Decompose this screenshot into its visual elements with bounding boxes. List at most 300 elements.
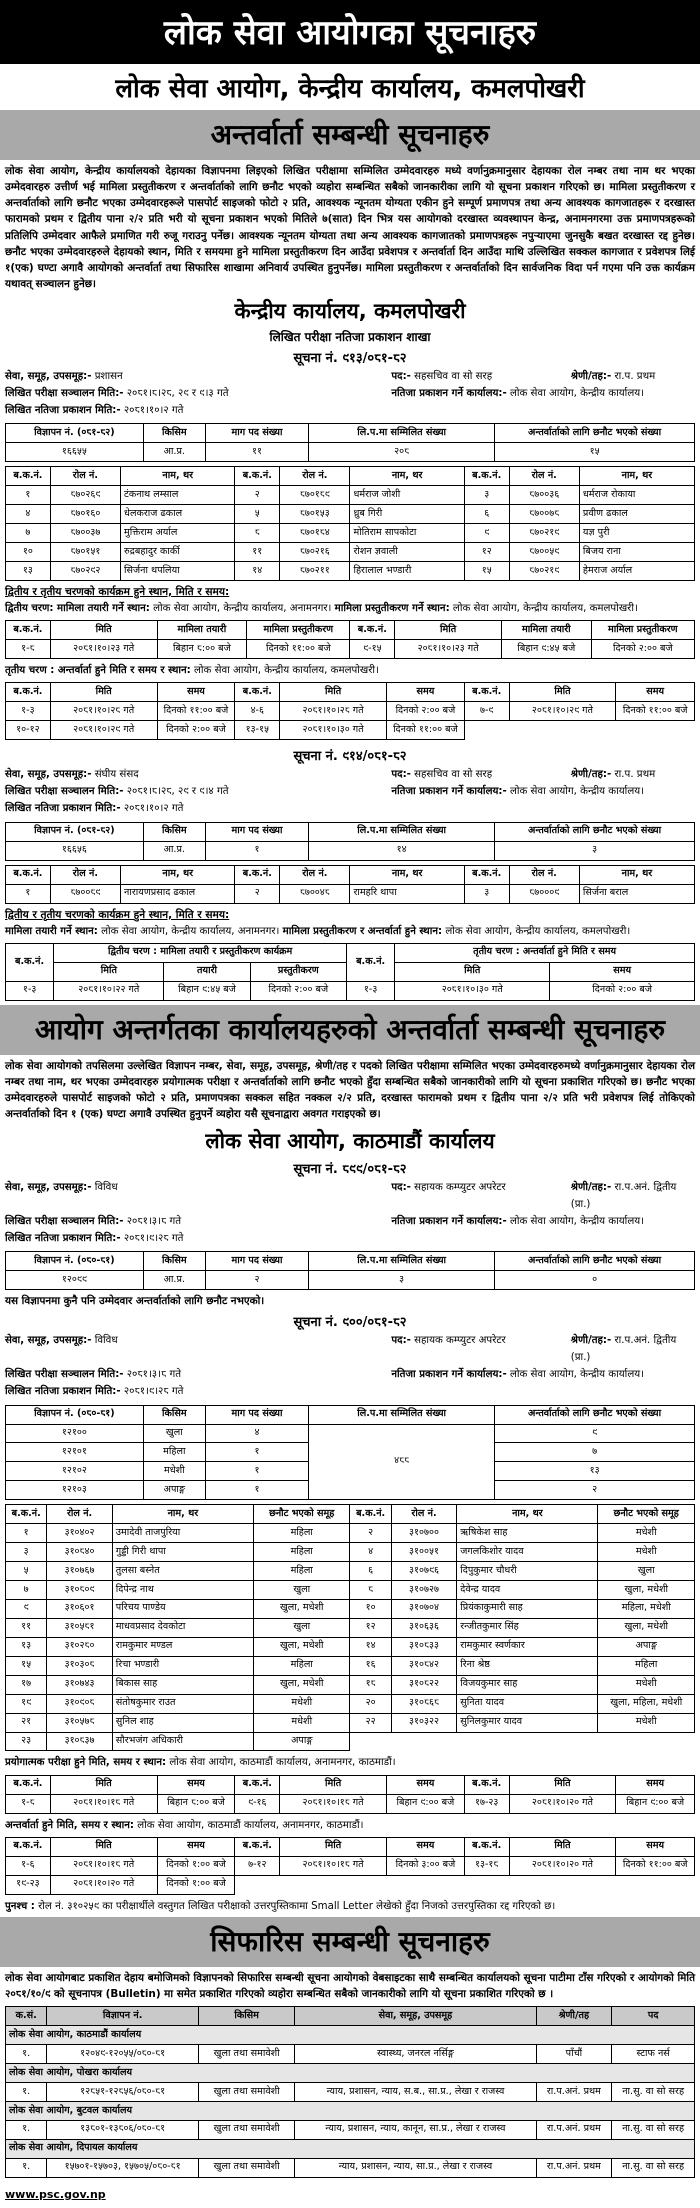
table-cell: मधेशी [143, 1462, 205, 1481]
table-cell: १६ [350, 1656, 391, 1675]
table-header-cell: विज्ञापन नं. (०८१-८२) [6, 424, 144, 443]
table-header-cell: मिति [50, 683, 157, 702]
post-label: पद:- [391, 769, 411, 781]
table-cell: १२०४९-१२०५५/०८०-८१ [47, 2045, 199, 2064]
table-cell: पाँचौं [536, 2045, 612, 2064]
post-value: सहसचिव वा सो सरह [414, 769, 493, 781]
table-cell: ३१००५१ [391, 1543, 456, 1562]
table-cell: ८७०१५१ [50, 543, 120, 562]
table-header-cell: माग पद संख्या [205, 424, 308, 443]
table-cell: १. [6, 2045, 47, 2064]
table-cell: सुनिलकुमार यादव [457, 1713, 598, 1732]
table-cell: ८७०२११ [280, 562, 350, 581]
table-row [6, 702, 695, 721]
table-cell: २०८१।१०।२९ गते [50, 721, 157, 740]
table-cell: ९-१५ [350, 640, 395, 659]
table-cell: रिना श्रेष्ठ [457, 1656, 598, 1675]
section-banner-recommendation: सिफारिस सम्बन्धी सूचनाहरु [0, 1917, 700, 1967]
table-cell: खुला, महिला, मधेशी [598, 1694, 695, 1713]
table-cell: १-८ [6, 640, 51, 659]
interview-location: लोक सेवा आयोग, केन्द्रीय कार्यालय, कमलपोखरी। [445, 925, 631, 937]
phase3-location: लोक सेवा आयोग, केन्द्रीय कार्यालय, कमलपोखरी। [193, 665, 379, 677]
level-value: रा.प.अनं. द्वितीय (प्रा.) [570, 1182, 677, 1210]
result-office-value: लोक सेवा आयोग, केन्द्रीय कार्यालय। [509, 786, 644, 798]
table-cell: दिनको १:०० बजे [157, 1856, 235, 1875]
interview-schedule-table-900 [5, 1837, 695, 1895]
table-cell: मोतिराम सापकोटा [350, 524, 464, 543]
service-value: विविध [94, 1182, 118, 1194]
table-cell: न्याय, प्रशासन, न्याय, स.ब., सा.प्र., लेखा र राजस्व [295, 2083, 536, 2102]
table-header-cell: लि.प.मा सम्मिलित संख्या [309, 1405, 495, 1424]
table-cell: १२१०२ [6, 1462, 144, 1481]
table-cell: बिहान ९:४५ बजे [502, 640, 592, 659]
table-cell: रा.प.अनं. प्रथम [536, 2083, 612, 2102]
table-cell: आ.प्र. [143, 841, 205, 860]
table-cell: आ.प्र. [143, 443, 205, 462]
meta-row [5, 403, 695, 420]
table-cell: २०८१।१०।१८ गते [50, 1856, 157, 1875]
table-header-cell: ब.क.नं. [235, 467, 280, 486]
table-cell: संतोषकुमार राउत [112, 1694, 253, 1713]
table-cell: १६६५५ [6, 443, 144, 462]
post-label: पद:- [391, 371, 411, 382]
table-cell: १६६५६ [6, 841, 144, 860]
table-header-cell: मिति [280, 683, 387, 702]
post-value: सहसचिव वा सो सरह [414, 371, 493, 382]
phase-heading-914: द्वितीय र तृतीय चरणको कार्यक्रम हुने स्थान, मिति र समय: [5, 908, 230, 921]
table-row [6, 1524, 695, 1543]
postscript-label: पुनश्च : [5, 1900, 35, 1912]
table-header-cell: मिति [509, 683, 616, 702]
table-cell: ९ [464, 524, 509, 543]
table-cell: दिनको ११:०० बजे [247, 640, 350, 659]
exam-date-label: लिखित परीक्षा सञ्चालन मिति:- [5, 786, 124, 798]
service-field [5, 767, 391, 784]
table-cell: ११ [6, 1618, 47, 1637]
table-row [6, 562, 695, 581]
table-cell: २०८१।१०।२२ गते [54, 981, 164, 1000]
table-cell: बिहान ८:०० बजे [157, 1794, 235, 1813]
phase3-label: तृतीय चरण : अन्तर्वार्ता हुने मिति र समय र स्थान: [5, 665, 191, 677]
table-cell: न्याय, प्रशासन, न्याय, सा.प्र., लेखा र राजस्व [295, 2158, 536, 2177]
table-cell: खुला [254, 1618, 350, 1637]
table-cell: ८७०२९२ [50, 562, 120, 581]
table-cell: १७-२३ [464, 1794, 509, 1813]
notice-number-900: सूचना नं. ९००/०८१-८२ [293, 1315, 407, 1331]
table-cell: ३१०५७८ [47, 1713, 112, 1732]
table-header-cell: समय [386, 683, 464, 702]
result-office-label: नतिजा प्रकाशन गर्ने कार्यालय:- [391, 786, 507, 798]
table-cell: प्रियंकाकुमारी साह [457, 1599, 598, 1618]
table-header-cell: मिति [50, 1837, 157, 1856]
table-cell: ३१०७९६ [391, 1562, 456, 1581]
table-cell: ८७०२१६ [280, 543, 350, 562]
table-cell: ३१०८४२ [391, 1656, 456, 1675]
notice-number-899: सूचना नं. ८९९/०८१-८२ [293, 1162, 407, 1178]
table-cell: ४-६ [235, 702, 280, 721]
result-office-label: नतिजा प्रकाशन गर्ने कार्यालय:- [391, 1215, 507, 1227]
notice-913-meta [5, 369, 695, 419]
result-date-value: २०८१।९।२८ गते [123, 1385, 184, 1397]
table-cell: १. [6, 2120, 47, 2139]
table-header-cell: नाम, थर [579, 467, 694, 486]
table-header-row [6, 822, 695, 841]
service-label: सेवा, समूह, उपसमूह:- [5, 769, 92, 781]
table-cell: रन्जीतकुमार सिंह [457, 1618, 598, 1637]
meta-row [5, 1214, 695, 1231]
level-field [571, 1333, 695, 1367]
table-cell: देवेन्द्र यादव [457, 1581, 598, 1600]
central-intro-paragraph: लोक सेवा आयोग, केन्द्रीय कार्यालयको देहायका विज्ञापनमा लिइएको लिखित परीक्षामा सम्मिलित उम्मेदवारहरु मध्ये वर्णानुक्रमानुसार देहायका रोल नम्बर तथा नाम थर भएका उम्मेदवारहरु उत्तीर्ण भई मामिला प्रस्तुतीकरण र अन्तर्वार्ताको लागि छनौट भएको व्यहोरा सम्बन्धित सबैको जानकारीका लागि यो सूचना प्रकाशन गरिएको छ। मामिला प्रस्तुतीकरण र अन्तर्वार्ताको लागि छनौट भएका उम्मेदवारहरूले पासपोर्ट साइजको फोटो २ प्रति, आवश्यक न्यूनतम योग्यता एकीन हुने सम्पूर्ण प्रमाणपत्र तथा अन्य आवश्यक कागजातहरू र दरखास्त फारामको प्रथम र द्वितीय पाना २/२ प्रति भरी यो सूचना प्रकाशन भएको मितिले ७(सात) दिन भित्र यस आयोगको दरखास्त व्यवस्थापन केन्द्र, अनामनगरमा उक्त प्रमाणपत्रहरूको प्रतिलिपि उम्मेदवार आफैले प्रमाणित गरी रुजू गराउनु पर्नेछ। आवश्यक न्यूनतम योग्यता तथा अन्य आवश्यक कागजातको प्रमाणपत्रहरू नपुऱ्याएमा जुनसुकै बखत दरखास्त रद्द हुनेछ। छनौट भएका उम्मेदवारहरुले देहायको स्थान, मिति र समयमा हुने मामिला प्रस्तुतीकरण दिन आउँदा प्रवेशपत्र र अन्तर्वार्ता दिन आउँदा माथि उल्लिखित सक्कल कागजात र प्रवेशपत्र लिई १(एक) घण्टा अगावै आयोगको अन्तर्वार्ता तथा सिफारिस शाखामा अनिवार्य उपस्थित हुनुपर्नेछ। मामिला प्रस्तुतीकरण र अन्तर्वार्ताको दिन सार्वजनिक विदा पर्न गएमा पनि उक्त कार्यक्रम यथावत् सञ्चालन हुनेछ। [5, 165, 695, 290]
table-header-cell: द्वितीय चरण : मामिला तयारी र प्रस्तुतीकरण कार्यक्रम [54, 943, 347, 962]
result-office-value: लोक सेवा आयोग, केन्द्रीय कार्यालय। [509, 1368, 644, 1380]
table-cell: ७ [6, 524, 51, 543]
table-cell: नारायणप्रसाद ढकाल [121, 884, 235, 903]
table-header-cell: ब.क.नं. [235, 683, 280, 702]
table-cell: ३१०३०८ [47, 1656, 112, 1675]
table-cell: ७ [6, 1581, 47, 1600]
table-header-row [6, 865, 695, 884]
table-cell: ४ [350, 1543, 391, 1562]
table-row [6, 1856, 695, 1875]
table-header-cell: रोल नं. [50, 467, 120, 486]
table-row [6, 2083, 695, 2102]
psc-website-link[interactable]: www.psc.gov.np [5, 2187, 106, 2201]
table-header-cell: मामिला तयारी [502, 621, 592, 640]
table-cell: आ.प्र. [143, 1271, 205, 1290]
result-office-value: लोक सेवा आयोग, केन्द्रीय कार्यालय। [509, 1215, 644, 1227]
result-office-label: नतिजा प्रकाशन गर्ने कार्यालय:- [391, 1368, 507, 1380]
candidates-table-913 [5, 466, 695, 581]
table-cell: खुला, मधेशी [254, 1675, 350, 1694]
table-cell: मधेशी [598, 1524, 695, 1543]
preparation-location: लोक सेवा आयोग, केन्द्रीय कार्यालय, अनामनगर। [101, 925, 280, 937]
table-cell: २१ [6, 1713, 47, 1732]
table-cell: १४ [350, 1637, 391, 1656]
table-cell: ३१०५८१ [47, 1618, 112, 1637]
table-cell: खुला तथा समावेशी [198, 2158, 294, 2177]
exam-date-field [5, 1367, 391, 1384]
table-row [6, 1794, 695, 1813]
table-header-row [6, 943, 695, 962]
table-row [6, 721, 695, 740]
table-header-cell: नाम, थर [121, 467, 235, 486]
table-header-cell: नाम, थर [121, 865, 235, 884]
table-cell: हेमराज अर्याल [579, 562, 694, 581]
table-cell: मधेशी [598, 1675, 695, 1694]
table-cell: खुला, मधेशी [598, 1618, 695, 1637]
service-field [5, 1180, 391, 1214]
table-cell: अपाङ्ग [254, 1732, 350, 1751]
table-cell: २०८१।१०।२८ गते [280, 702, 387, 721]
table-cell: १४ [309, 841, 495, 860]
table-cell: मुक्तिराम अर्याल [121, 524, 235, 543]
table-header-cell: विज्ञापन नं. (०८०-८१) [6, 1405, 144, 1424]
table-cell: १ [205, 841, 308, 860]
table-cell: दिनको ११:०० बजे [157, 702, 235, 721]
practical-schedule-table-900 [5, 1775, 695, 1814]
table-header-cell: क.सं. [6, 2007, 47, 2026]
table-header-cell: किसिम [198, 2007, 294, 2026]
table-header-cell: मिति [280, 1775, 387, 1794]
table-cell: बिहान ९:४५ बजे [164, 981, 250, 1000]
table-cell: १-३ [347, 981, 395, 1000]
table-header-cell: रोल नं. [280, 865, 350, 884]
table-row [6, 1656, 695, 1675]
table-cell: १ [205, 1462, 308, 1481]
kathmandu-office-heading: लोक सेवा आयोग, काठमाडौं कार्यालय [205, 1129, 495, 1154]
table-cell: १. [6, 2158, 47, 2177]
table-cell: सुनिता यादव [457, 1694, 598, 1713]
table-header-cell: रोल नं. [509, 865, 579, 884]
table-cell: मधेशी [254, 1713, 350, 1732]
table-row [6, 2102, 695, 2121]
table-header-cell: नाम, थर [457, 1505, 598, 1524]
table-cell: १-८ [6, 1794, 51, 1813]
result-office-label: नतिजा प्रकाशन गर्ने कार्यालय:- [391, 387, 507, 399]
table-cell: ८७०१८९ [280, 486, 350, 505]
notice-899-meta [5, 1180, 695, 1247]
meta-row [5, 386, 695, 403]
table-header-cell: किसिम [143, 822, 205, 841]
table-cell: १३८०१-१३८०६/०८०-८१ [47, 2120, 199, 2139]
table-cell: १२१०३ [6, 1481, 144, 1500]
post-field [391, 1333, 570, 1367]
table-cell: ना.सु. वा सो सरह [612, 2083, 695, 2102]
table-cell: २०८१।१०।३० गते [395, 981, 550, 1000]
table-cell: ३ [6, 1543, 47, 1562]
table-cell: ३१०४०२ [47, 1524, 112, 1543]
table-cell: ३ [464, 486, 509, 505]
table-cell: २३ [6, 1732, 47, 1751]
table-cell: २०८१।१०।२३ गते [395, 640, 502, 659]
table-cell: अपाङ्ग [143, 1481, 205, 1500]
table-cell: ८७००५९ [509, 543, 579, 562]
table-header-cell: ब.क.नं. [350, 1505, 391, 1524]
phase2-schedule-table-913 [5, 620, 695, 659]
table-cell: ११ [205, 443, 308, 462]
table-header-cell: ब.क.नं. [235, 1775, 280, 1794]
table-header-cell: अन्तर्वार्ताको लागि छनौट भएको संख्या [495, 1405, 695, 1424]
interview-label: मामिला प्रस्तुतीकरण र अन्तर्वार्ता हुने स्थान: [282, 925, 443, 937]
table-cell: ३१०७४३ [47, 1675, 112, 1694]
table-cell: ३१०६०१ [47, 1599, 112, 1618]
table-header-cell: मिति [509, 1837, 616, 1856]
table-cell: मधेशी [598, 1713, 695, 1732]
table-header-cell: ब.क.नं. [6, 1775, 51, 1794]
table-row [6, 1581, 695, 1600]
table-row [6, 543, 695, 562]
service-field [5, 1333, 391, 1367]
schedule-table-914 [5, 943, 695, 1001]
table-header-cell: मिति [395, 962, 550, 981]
table-cell: धर्मराज जोशी [350, 486, 464, 505]
interview-label: अन्तर्वार्ता हुने मिति, समय र स्थान: [5, 1819, 135, 1831]
table-header-cell: माग पद संख्या [205, 1252, 308, 1271]
table-header-cell: मिति [280, 1837, 387, 1856]
result-date-field [5, 801, 391, 818]
table-cell: १९-२३ [6, 1875, 51, 1894]
table-cell: बिजय राना [579, 543, 694, 562]
table-header-row [6, 1252, 695, 1271]
table-cell: ८७००८९ [50, 884, 120, 903]
table-cell: रामकुमार मण्डल [112, 1637, 253, 1656]
table-header-cell: समय [157, 683, 235, 702]
level-value: रा.प. प्रथम [614, 371, 656, 382]
table-cell: सौरभजंग अधिकारी [112, 1732, 253, 1751]
table-cell: रा.प.अनं. प्रथम [536, 2158, 612, 2177]
table-cell: ८७०१८४ [280, 524, 350, 543]
table-cell: जगलकिशोर यादव [457, 1543, 598, 1562]
level-label: श्रेणी/तह:- [570, 371, 612, 382]
table-row [6, 1271, 695, 1290]
table-cell: १३ [6, 1637, 47, 1656]
table-row [6, 2026, 695, 2045]
table-cell: ३ [464, 884, 509, 903]
post-label: पद:- [391, 1335, 411, 1347]
table-cell: ८७००३६ [509, 486, 579, 505]
table-cell: ३१०८४० [47, 1543, 112, 1562]
interview-line-900 [5, 1818, 695, 1833]
table-cell: महिला [598, 1656, 695, 1675]
post-field [391, 767, 570, 784]
table-header-cell: समय [616, 1775, 695, 1794]
table-cell: ८ [235, 524, 280, 543]
table-cell: १२१०० [6, 1424, 144, 1443]
service-label: सेवा, समूह, उपसमूह:- [5, 1182, 92, 1194]
table-header-cell: ब.क.नं. [347, 943, 395, 981]
table-header-cell: समय [386, 1775, 464, 1794]
service-field [5, 369, 391, 386]
table-header-cell: अन्तर्वार्ताको लागि छनौट भएको संख्या [495, 822, 695, 841]
table-cell: १०-१२ [6, 721, 51, 740]
table-cell: १७ [6, 1675, 47, 1694]
table-cell: दिनको २:०० बजे [591, 640, 694, 659]
table-cell: १२ [464, 543, 509, 562]
table-cell: ८७००७८ [509, 505, 579, 524]
table-header-cell: ब.क.नं. [464, 683, 509, 702]
service-value: प्रशासन [94, 371, 123, 382]
level-label: श्रेणी/तह:- [570, 1335, 612, 1347]
table-cell: ६ [350, 1562, 391, 1581]
table-cell: २० [350, 1694, 391, 1713]
central-office-subheading: लिखित परीक्षा नतिजा प्रकाशन शाखा [269, 330, 431, 344]
table-cell: ६ [464, 505, 509, 524]
table-cell: १३ [495, 1462, 695, 1481]
table-cell: ३१०७६७ [47, 1562, 112, 1581]
table-row [6, 524, 695, 543]
table-cell: २०८१।१०।१८ गते [50, 1794, 157, 1813]
presentation-label: मामिला प्रस्तुतीकरण गर्ने स्थान: [334, 602, 450, 614]
table-cell: १ [6, 486, 51, 505]
table-cell: ३१०७०० [391, 1524, 456, 1543]
ad-summary-table-900 [5, 1405, 695, 1501]
result-date-label: लिखित नतिजा प्रकाशन मिति:- [5, 1232, 121, 1244]
table-header-cell: लि.प.मा सम्मिलित संख्या [309, 1252, 495, 1271]
table-cell: यज्ञ पुरी [579, 524, 694, 543]
table-header-cell: समय [157, 1775, 235, 1794]
notice-914-meta [5, 767, 695, 817]
phase3-location-line-913 [5, 663, 695, 678]
table-header-cell: अन्तर्वार्ताको लागि छनौट भएको संख्या [495, 424, 695, 443]
meta-row [5, 767, 695, 784]
table-cell: धर्मराज रोकाया [579, 486, 694, 505]
result-office-field [391, 1367, 695, 1384]
table-header-row [6, 424, 695, 443]
table-header-cell: रोल नं. [47, 1505, 112, 1524]
table-cell: ३ [495, 841, 695, 860]
table-cell: लोक सेवा आयोग, पोखरा कार्यालय [6, 2064, 695, 2083]
table-cell: १२ [350, 1618, 391, 1637]
table-cell: मधेशी [254, 1694, 350, 1713]
table-cell: २०८१।१०।२९ गते [509, 702, 616, 721]
table-cell: विजयकुमार साह [457, 1675, 598, 1694]
table-cell: रामहरि थापा [350, 884, 464, 903]
table-cell: दिनको ३:०० बजे [386, 1856, 464, 1875]
table-cell: २०८१।१०।३० गते [280, 721, 387, 740]
table-cell: ९-१६ [235, 1794, 280, 1813]
table-cell: दिनको ११:०० बजे [386, 721, 464, 740]
table-cell: लोक सेवा आयोग, दिपायल कार्यालय [6, 2139, 695, 2158]
level-value: रा.प. प्रथम [614, 769, 656, 781]
ad-summary-table-913 [5, 423, 695, 462]
table-cell: लोक सेवा आयोग, काठमाडौं कार्यालय [6, 2026, 695, 2045]
table-header-cell: माग पद संख्या [205, 822, 308, 841]
table-cell: १-६ [6, 1856, 51, 1875]
table-cell: ७-१२ [235, 1856, 280, 1875]
recommendation-intro-paragraph: लोक सेवा आयोगबाट प्रकाशित देहाय बमोजिमको विज्ञापनको सिफारिस सम्बन्धी सूचना आयोगको वेबसाइटका साथै सम्बन्धित कार्यालयको सूचना पाटीमा टाँस गरिएको र आयोगको मिति २०८१/१०/९ को सूचनापत्र (Bulletin) मा समेत प्रकाशित गरिएको व्यहोरा सम्बन्धित सबैको जानकारीको लागि यो सूचना प्रकाशित गरिएको छ । [5, 1972, 695, 2001]
table-cell: ८७०१५३ [280, 505, 350, 524]
result-office-field [391, 784, 695, 801]
table-cell: १२०९९ [6, 1271, 144, 1290]
table-cell: ८७०२१९ [509, 524, 579, 543]
table-header-cell: रोल नं. [280, 467, 350, 486]
service-value: संघीय संसद [94, 769, 139, 781]
result-date-field [5, 1384, 391, 1401]
table-cell: १-३ [6, 702, 51, 721]
table-cell: ३१०६३६ [391, 1618, 456, 1637]
result-date-label: लिखित नतिजा प्रकाशन मिति:- [5, 404, 121, 416]
table-cell: महिला, मधेशी [598, 1599, 695, 1618]
table-cell: रिचा भण्डारी [112, 1656, 253, 1675]
postscript-text: रोल नं. ३१०२५९ का परीक्षार्थीले वस्तुगत लिखित परीक्षाको उत्तरपुस्तिकामा Small Letter लेखेको हुँदा निजको उत्तरपुस्तिका रद्द गरिएको छ। [38, 1900, 556, 1912]
table-cell: ३१०८२२ [391, 1675, 456, 1694]
table-row [6, 2045, 695, 2064]
level-label: श्रेणी/तह:- [570, 769, 612, 781]
phase2-location-line-913 [5, 601, 695, 616]
table-header-cell: मामिला प्रस्तुतीकरण [591, 621, 694, 640]
level-label: श्रेणी/तह:- [570, 1182, 612, 1194]
table-cell: ७-९ [464, 702, 509, 721]
post-label: पद:- [391, 1182, 411, 1194]
table-header-cell: रोल नं. [391, 1505, 456, 1524]
exam-date-field [5, 1214, 391, 1231]
table-cell: ३१०८३३ [391, 1637, 456, 1656]
table-header-row [6, 467, 695, 486]
table-header-cell: किसिम [143, 424, 205, 443]
table-cell: ना.सु. वा सो सरह [612, 2158, 695, 2177]
table-cell: स्वास्थ्य, जनरल नर्सिङ्ग [295, 2045, 536, 2064]
table-cell: खुला तथा समावेशी [198, 2045, 294, 2064]
table-header-cell: मामिला प्रस्तुतीकरण [247, 621, 350, 640]
exam-date-label: लिखित परीक्षा सञ्चालन मिति:- [5, 1215, 124, 1227]
level-field [571, 369, 695, 386]
table-cell: लोक सेवा आयोग, बुटवल कार्यालय [6, 2102, 695, 2121]
result-date-value: २०८१।९।२८ गते [123, 1232, 184, 1244]
phase3-schedule-table-913 [5, 682, 695, 740]
table-header-cell: माग पद संख्या [205, 1405, 308, 1424]
phase-heading-913: द्वितीय र तृतीय चरणको कार्यक्रम हुने स्थान, मिति र समय: [5, 585, 230, 598]
